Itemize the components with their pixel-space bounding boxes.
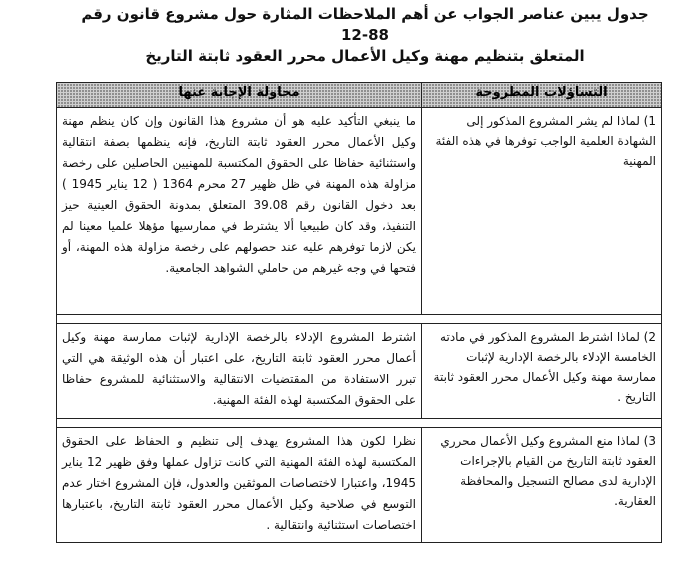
question-cell-1: 1) لماذا لم يشر المشروع المذكور إلى الشهادة العلمية الواجب توفرها في هذه الفئة المهنية xyxy=(422,108,662,315)
questions-answers-table xyxy=(56,82,662,543)
title-line-2: المتعلق بتنظيم مهنة وكيل الأعمال محرر العقود ثابتة التاريخ xyxy=(145,47,585,65)
row-spacer xyxy=(57,419,662,428)
table-row xyxy=(57,428,662,543)
table-row xyxy=(57,108,662,315)
question-cell-3: 3) لماذا منع المشروع وكيل الأعمال محرري العقود ثابتة التاريخ من القيام بالإجراءات الإدارية لدى مصالح التسجيل والمحافظة العقارية. xyxy=(422,428,662,543)
title-line-1: جدول يبين عناصر الجواب عن أهم الملاحظات المثارة حول مشروع قانون رقم 88-12 xyxy=(81,5,649,44)
answer-cell-3: نظرا لكون هذا المشروع يهدف إلى تنظيم و الحفاظ على الحقوق المكتسبة لهذه الفئة المهنية التي كانت تزاول عملها وفق ظهير 12 يناير 1945، واعتبارا لاختصاصات الموثقين والعدول، فإن المشروع اختار عدم التوسع في صلاحية وكيل الأعمال محرر العقود ثابتة التاريخ، باعتبارها اختصاصات استثنائية وانتقالية . xyxy=(57,428,422,543)
document-title xyxy=(70,4,660,67)
row-spacer xyxy=(57,315,662,324)
header-answers: محاولة الإجابة عنها xyxy=(57,83,422,108)
question-cell-2: 2) لماذا اشترط المشروع المذكور في مادته الخامسة الإدلاء بالرخصة الإدارية لإثبات ممارسة مهنة وكيل الأعمال محرر العقود ثابتة التاريخ . xyxy=(422,324,662,419)
table-header-row xyxy=(57,83,662,108)
answer-cell-1: ما ينبغي التأكيد عليه هو أن مشروع هذا القانون وإن كان ينظم مهنة وكيل الأعمال محرر العقود ثابتة التاريخ، فإنه ينظمها بصفة انتقالية واستثنائية حفاظا على الحقوق المكتسبة للمهنيين الحاصلين على رخصة مزاولة هذه المهنة في ظل ظهير 27 محرم 1364 ( 12 يناير 1945 ) بعد دخول القانون رقم 39.08 المتعلق بمدونة الحقوق العينية حيز التنفيذ، وقد كان طبيعيا ألا يشترط في ممارسيها مؤهلا علميا معينا لم يكن لازما توفرهم عليه عند حصولهم على رخصة مزاولة هذه المهنة، أو فتحها في وجه غيرهم من حاملي الشواهد الجامعية. xyxy=(57,108,422,315)
header-questions: التساؤلات المطروحة xyxy=(422,83,662,108)
table-row xyxy=(57,324,662,419)
answer-cell-2: اشترط المشروع الإدلاء بالرخصة الإدارية لإثبات ممارسة مهنة وكيل أعمال محرر العقود ثابتة التاريخ، على اعتبار أن هذه الوثيقة هي التي تبرر الاستفادة من المقتضيات الانتقالية والاستثنائية للمشروع حفاظا على الحقوق المكتسبة لهذه الفئة المهنية. xyxy=(57,324,422,419)
